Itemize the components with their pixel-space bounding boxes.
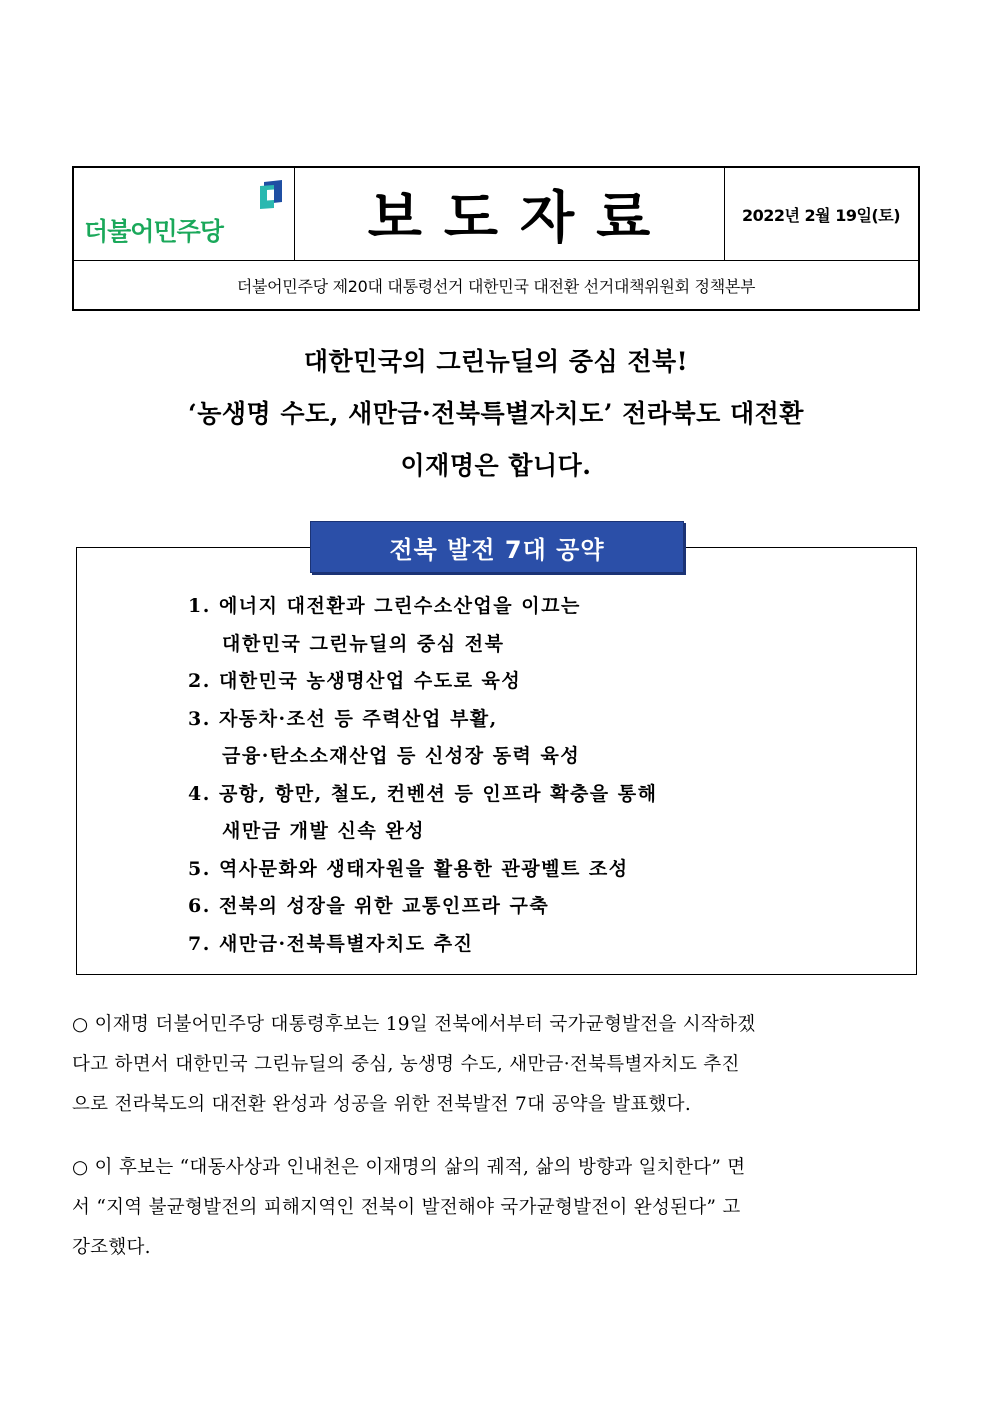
party-logo-text: 더불어민주당	[84, 217, 223, 246]
date-cell	[724, 168, 918, 260]
paragraph-2-line-1: ○ 이 후보는 “대동사상과 인내천은 이재명의 삶의 궤적, 삶의 방향과 일치한다” 면	[72, 1157, 746, 1178]
release-date: 2022년 2월 19일(토)	[741, 205, 901, 225]
paragraph-1-line-3: 으로 전라북도의 대전환 완성과 성공을 위한 전북발전 7대 공약을 발표했다.	[72, 1094, 692, 1115]
headline-line-3: 이재명은 합니다.	[400, 451, 592, 480]
pledge-item-4-continued: 새만금 개발 신속 완성	[222, 820, 426, 842]
party-flag-icon	[258, 178, 284, 210]
press-title-cell	[294, 168, 725, 260]
pledge-item-7: 7. 새만금·전북특별자치도 추진	[188, 932, 474, 955]
pledge-item-4: 4. 공항, 항만, 철도, 컨벤션 등 인프라 확충을 통해	[188, 782, 658, 805]
paragraph-2-line-2: 서 “지역 불균형발전의 피해지역인 전북이 발전해야 국가균형발전이 완성된다” 고	[72, 1197, 741, 1218]
pledge-item-3: 3. 자동차·조선 등 주력산업 부활,	[188, 707, 498, 730]
paragraph-1-line-1: ○ 이재명 더불어민주당 대통령후보는 19일 전북에서부터 국가균형발전을 시작하겠	[72, 1014, 756, 1035]
headline-line-1: 대한민국의 그린뉴딜의 중심 전북!	[303, 347, 689, 376]
pledge-item-3-continued: 금융·탄소소재산업 등 신성장 동력 육성	[222, 745, 581, 767]
pledge-item-1-continued: 대한민국 그린뉴딜의 중심 전북	[222, 632, 505, 655]
party-logo-cell	[74, 168, 295, 260]
pledge-item-5: 5. 역사문화와 생태자원을 활용한 관광벨트 조성	[188, 857, 629, 880]
paragraph-2-line-3: 강조했다.	[72, 1237, 151, 1258]
pledge-list	[188, 588, 888, 963]
header-top-row	[74, 168, 918, 261]
pledge-item-2: 2. 대한민국 농생명산업 수도로 육성	[188, 670, 522, 692]
pledge-item-6: 6. 전북의 성장을 위한 교통인프라 구축	[188, 895, 550, 917]
headline	[72, 336, 920, 492]
pledge-item-1: 1. 에너지 대전환과 그린수소산업을 이끄는	[188, 595, 581, 617]
press-header-table	[72, 166, 920, 311]
pledge-banner	[310, 521, 684, 573]
headline-line-2: ‘농생명 수도, 새만금·전북특별자치도’ 전라북도 대전환	[188, 399, 804, 428]
organization-name: 더불어민주당 제20대 대통령선거 대한민국 대전환 선거대책위원회 정책본부	[236, 276, 756, 296]
body-paragraph-1	[72, 1005, 924, 1125]
header-organization-row	[74, 261, 918, 309]
paragraph-1-line-2: 다고 하면서 대한민국 그린뉴딜의 중심, 농생명 수도, 새만금·전북특별자치도 추진	[72, 1054, 740, 1075]
pledge-banner-title: 전북 발전 7대 공약	[389, 535, 605, 564]
body-paragraph-2	[72, 1148, 924, 1268]
press-release-title: 보도자료	[367, 186, 673, 251]
